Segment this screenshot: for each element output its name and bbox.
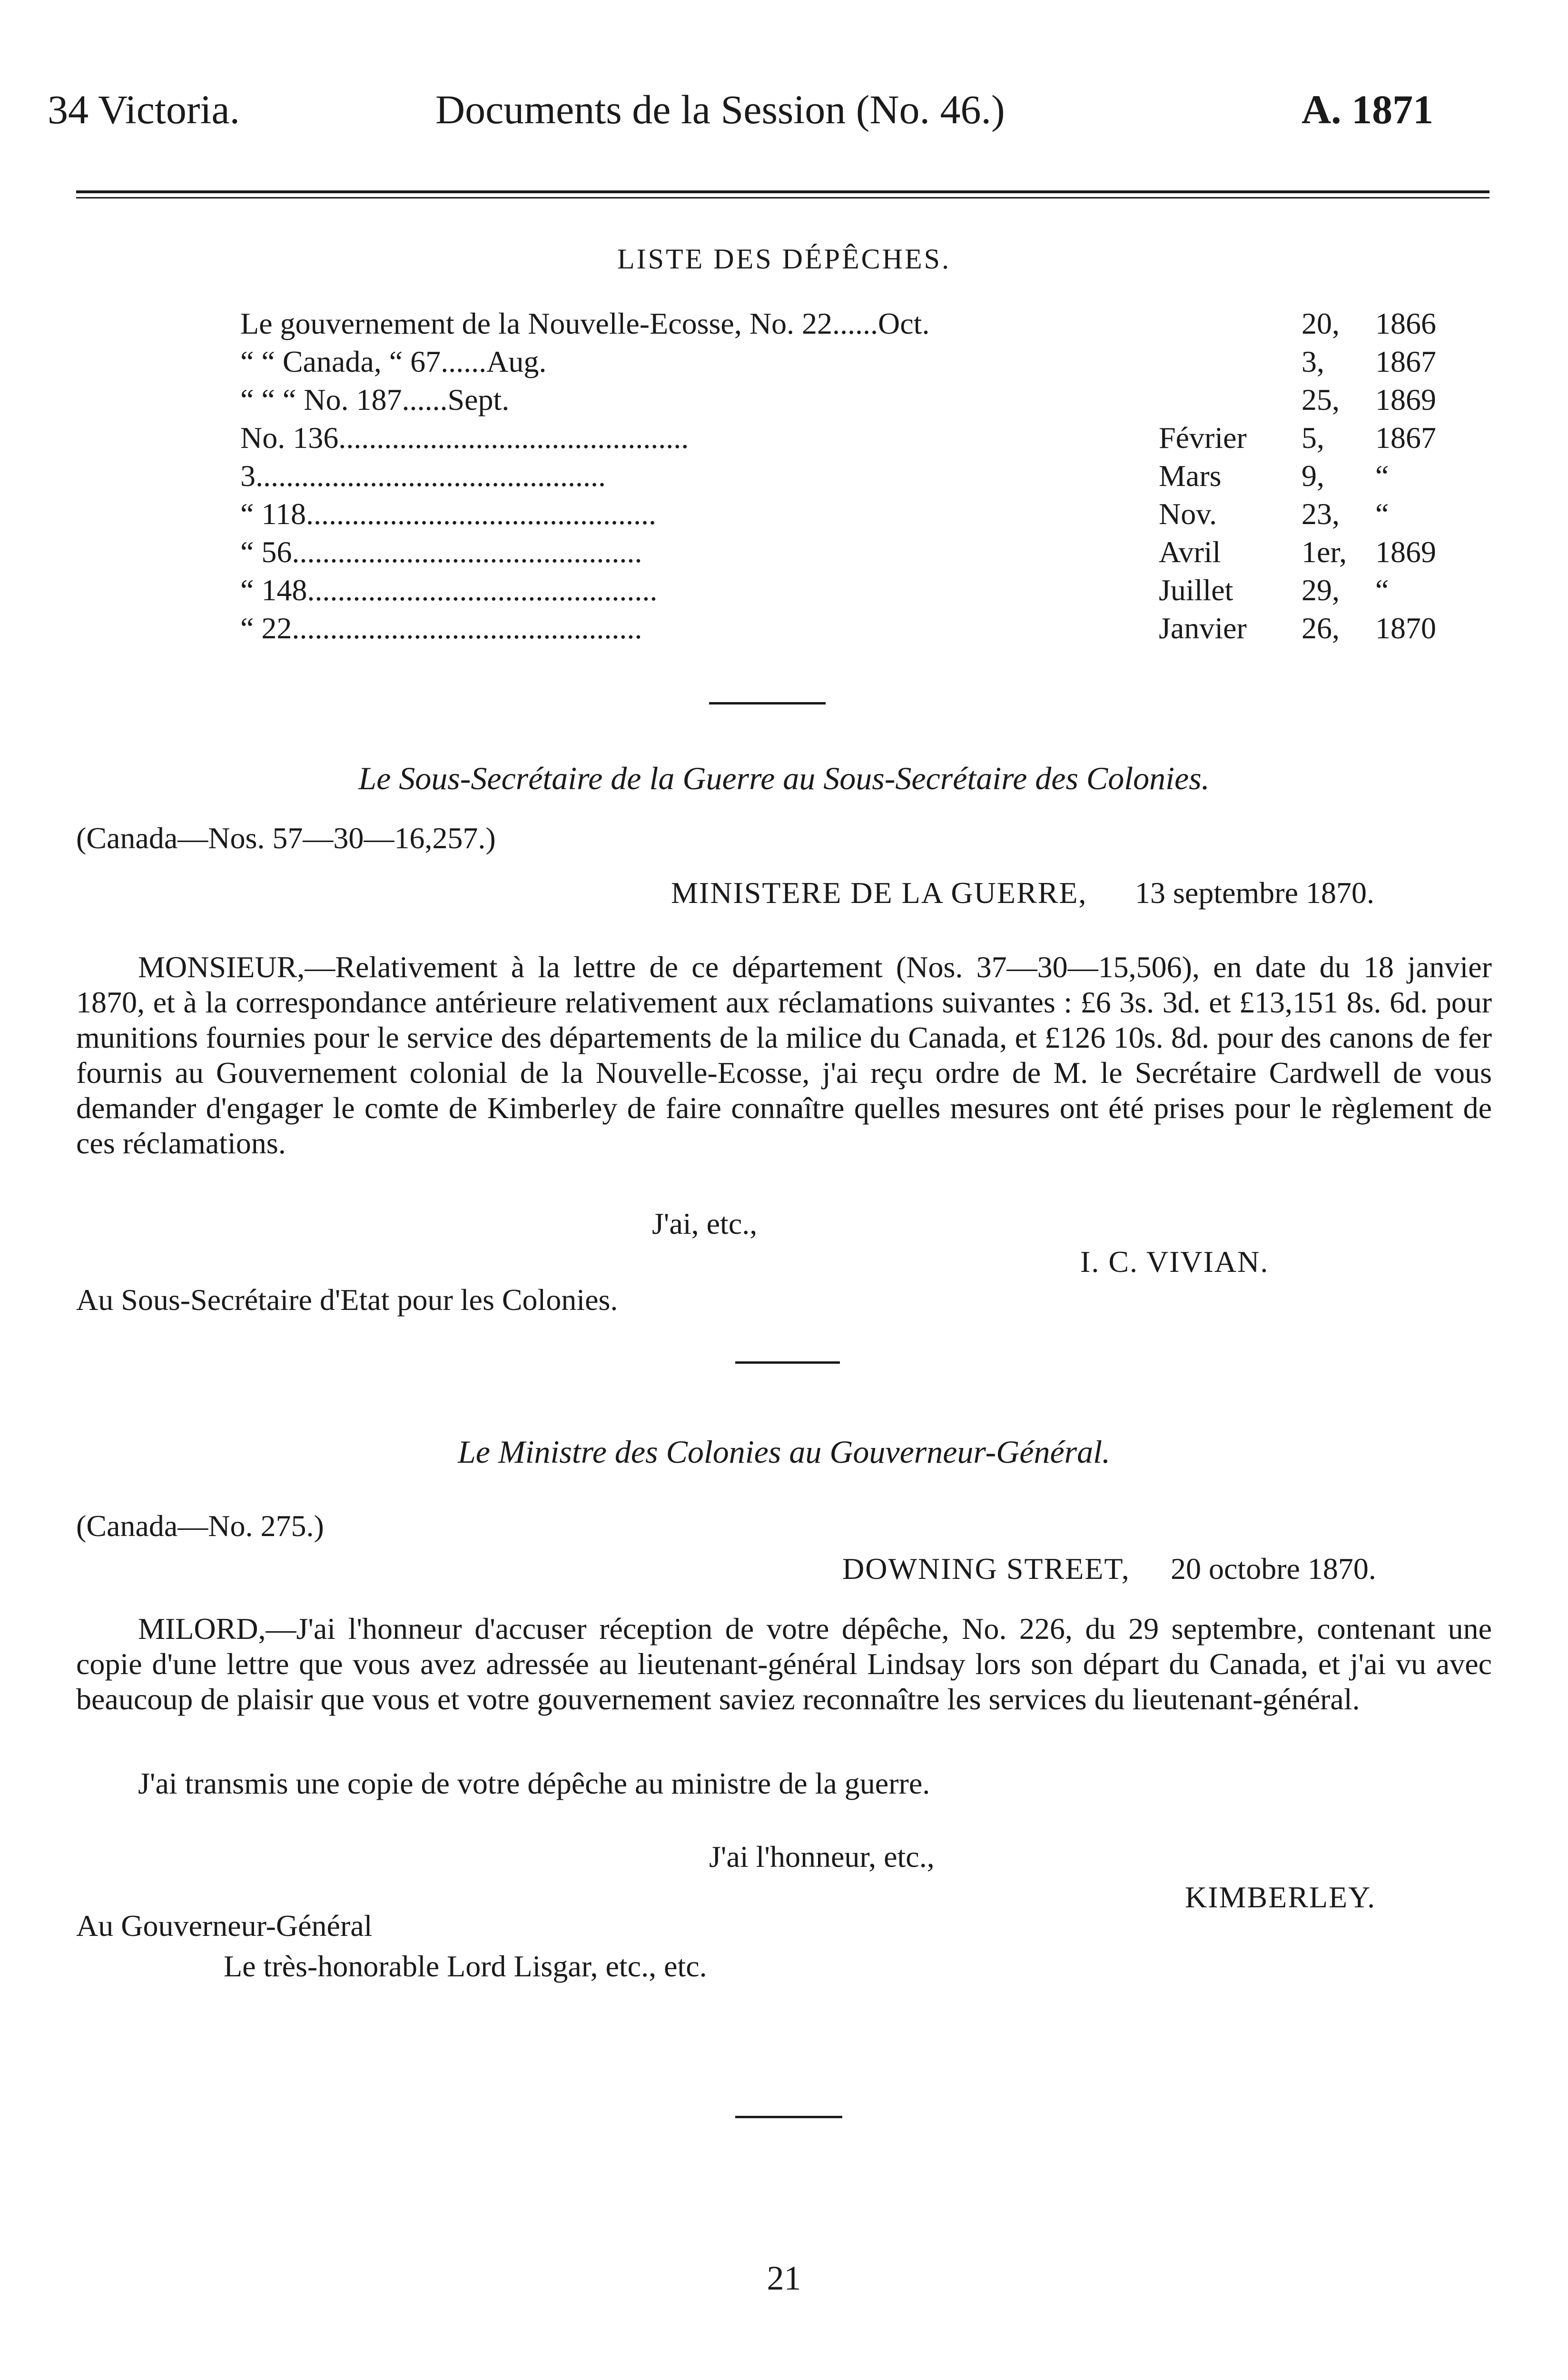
list-row-month: Janvier <box>1159 611 1247 645</box>
letter1-closing: J'ai, etc., <box>652 1207 758 1240</box>
list-row-day: 1er, <box>1302 535 1347 569</box>
list-row-day: 3, <box>1302 345 1324 378</box>
list-row-description: “ 56.............................................. <box>240 535 642 569</box>
list-row-month: Nov. <box>1159 497 1217 531</box>
letter2-body-paragraph-2: J'ai transmis une copie de votre dépêche au ministre de la guerre. <box>138 1766 930 1800</box>
header-rule-thick <box>76 190 1489 193</box>
letter2-place: DOWNING STREET, <box>842 1552 1130 1586</box>
letter1-signature: I. C. VIVIAN. <box>1080 1245 1269 1279</box>
list-row-year: “ <box>1375 573 1389 607</box>
list-row-month: Mars <box>1159 459 1222 493</box>
list-row-description: No. 136.............................................. <box>240 421 689 455</box>
list-row-day: 26, <box>1302 611 1340 645</box>
letter1-reference: (Canada—Nos. 57—30—16,257.) <box>76 821 496 855</box>
list-row-month: Avril <box>1159 535 1221 569</box>
list-row-description: “ “ Canada, “ 67......Aug. <box>240 345 547 378</box>
letter1-addressee: Au Sous-Secrétaire d'Etat pour les Colonies. <box>76 1283 618 1317</box>
list-row-description: “ “ “ No. 187......Sept. <box>240 383 510 416</box>
list-row-day: 9, <box>1302 459 1324 493</box>
letter2-addressee-name: Le très-honorable Lord Lisgar, etc., etc. <box>224 1949 707 1983</box>
letter2-reference: (Canada—No. 275.) <box>76 1509 324 1543</box>
section-divider <box>735 2116 842 2118</box>
header-document-title: Documents de la Session (No. 46.) <box>435 87 1005 132</box>
list-row-description: “ 22.............................................. <box>240 611 642 645</box>
letter2-body-paragraph-1: MILORD,—J'ai l'honneur d'accuser réception de votre dépêche, No. 226, du 29 septembre, contenant une copie d'une lettre que vous avez adressée au lieutenant-général Lindsay lors son départ du Canada, et j'ai vu avec beaucoup de plaisir que vous et votre gouvernement saviez reconnaître les services du lieutenant-général. <box>76 1612 1492 1716</box>
list-row-month: Février <box>1159 421 1247 455</box>
header-rule-thin <box>76 197 1489 198</box>
list-row-description: “ 118.............................................. <box>240 497 657 531</box>
list-row-year: 1867 <box>1375 345 1436 378</box>
section-divider <box>735 1361 840 1364</box>
list-row-year: “ <box>1375 459 1389 493</box>
letter1-heading: Le Sous-Secrétaire de la Guerre au Sous-Secrétaire des Colonies. <box>358 760 1210 796</box>
list-row-year: 1869 <box>1375 535 1436 569</box>
letter2-addressee: Au Gouverneur-Général <box>76 1909 373 1943</box>
list-row-year: 1866 <box>1375 307 1436 340</box>
list-row-month: Juillet <box>1159 573 1233 607</box>
list-row-year: 1870 <box>1375 611 1436 645</box>
list-title: LISTE DES DÉPÊCHES. <box>617 243 951 275</box>
section-divider <box>709 702 826 704</box>
letter2-heading: Le Ministre des Colonies au Gouverneur-Général. <box>457 1434 1111 1470</box>
letter1-body: MONSIEUR,—Relativement à la lettre de ce département (Nos. 37—30—15,506), en date du 18 janvier 1870, et à la correspondance antérieure relativement aux réclamations suivantes : £6 3s. 3d. et £13,151 8s. 6d. pour munitions fournies pour le service des départements de la milice du Canada, et £126 10s. 8d. pour des canons de fer fournis au Gouvernement colonial de la Nouvelle-Ecosse, j'ai reçu ordre de M. le Secrétaire Cardwell de vous demander d'engager le comte de Kimberley de faire connaître quelles mesures ont été prises pour le règlement de ces réclamations. <box>76 950 1492 1160</box>
list-row-description: “ 148.............................................. <box>240 573 658 607</box>
list-row-day: 29, <box>1302 573 1340 607</box>
list-row-year: 1867 <box>1375 421 1436 455</box>
list-row-description: 3.............................................. <box>240 459 606 493</box>
list-row-year: 1869 <box>1375 383 1436 416</box>
page-number: 21 <box>767 2259 801 2297</box>
letter2-date: 20 octobre 1870. <box>1171 1552 1376 1586</box>
letter1-place: MINISTERE DE LA GUERRE, <box>671 876 1087 910</box>
list-row-day: 20, <box>1302 307 1340 340</box>
letter2-signature: KIMBERLEY. <box>1185 1880 1376 1914</box>
list-row-day: 23, <box>1302 497 1340 531</box>
list-row-description: Le gouvernement de la Nouvelle-Ecosse, No. 22......Oct. <box>240 307 930 340</box>
letter1-date: 13 septembre 1870. <box>1135 876 1374 910</box>
header-session-year: 34 Victoria. <box>48 87 240 132</box>
list-row-day: 5, <box>1302 421 1324 455</box>
letter2-closing: J'ai l'honneur, etc., <box>709 1840 935 1874</box>
list-row-year: “ <box>1375 497 1389 531</box>
list-row-day: 25, <box>1302 383 1340 416</box>
header-annee: A. 1871 <box>1302 87 1434 132</box>
